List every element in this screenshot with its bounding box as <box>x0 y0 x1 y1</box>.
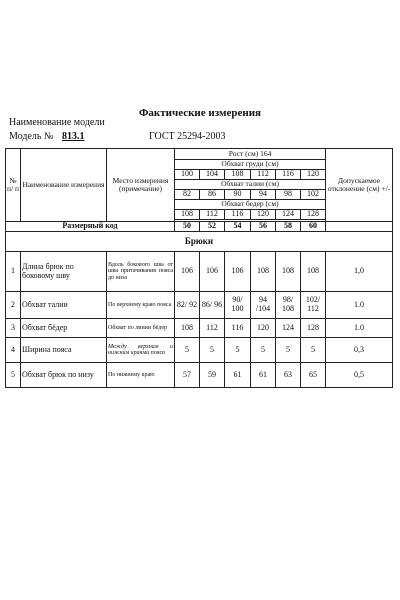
size-code: 54 <box>225 222 251 232</box>
row-tolerance: 0,3 <box>326 338 393 363</box>
row-value: 63 <box>276 363 301 388</box>
measurements-table <box>5 148 393 388</box>
waist-value: 94 <box>251 190 276 200</box>
section-title: Брюки <box>6 232 393 252</box>
table-row <box>6 363 393 388</box>
table-row <box>6 319 393 338</box>
chest-header: Обхват груди (см) <box>175 160 326 170</box>
row-place: Обхват по линии бёдер <box>107 319 175 338</box>
row-number: 2 <box>6 292 21 319</box>
row-place: Вдоль бокового шва от шва притачивания пояса до низа <box>107 252 175 292</box>
row-value: 65 <box>301 363 326 388</box>
row-value: 106 <box>200 252 225 292</box>
row-value: 5 <box>301 338 326 363</box>
row-value: 98/ 108 <box>276 292 301 319</box>
size-code: 50 <box>175 222 200 232</box>
row-value: 108 <box>175 319 200 338</box>
row-value: 5 <box>175 338 200 363</box>
table-row <box>6 252 393 292</box>
row-value: 112 <box>200 319 225 338</box>
row-number: 5 <box>6 363 21 388</box>
row-value: 90/ 100 <box>225 292 251 319</box>
table-row <box>6 292 393 319</box>
height-header: Рост (см) 164 <box>175 149 326 160</box>
col-tolerance-header: Допускаемое отклонение (см) +/- <box>326 149 393 222</box>
row-name: Длина брюк по боковому шву <box>21 252 107 292</box>
chest-value: 112 <box>251 170 276 180</box>
row-tolerance: 0,5 <box>326 363 393 388</box>
row-name: Ширина пояса <box>21 338 107 363</box>
row-value: 128 <box>301 319 326 338</box>
waist-value: 102 <box>301 190 326 200</box>
model-row <box>9 131 309 142</box>
waist-value: 90 <box>225 190 251 200</box>
row-tolerance: 1.0 <box>326 292 393 319</box>
hip-header: Обхват бедер (см) <box>175 200 326 210</box>
row-value: 106 <box>225 252 251 292</box>
row-value: 108 <box>276 252 301 292</box>
row-place: По верхнему краю пояса <box>107 292 175 319</box>
col-number-header: № п/ п <box>6 149 21 222</box>
row-value: 5 <box>200 338 225 363</box>
waist-value: 86 <box>200 190 225 200</box>
size-code-tolerance-empty <box>326 222 393 232</box>
row-value: 106 <box>175 252 200 292</box>
row-number: 4 <box>6 338 21 363</box>
row-value: 86/ 96 <box>200 292 225 319</box>
table-row <box>6 338 393 363</box>
row-number: 3 <box>6 319 21 338</box>
row-number: 1 <box>6 252 21 292</box>
size-code: 60 <box>301 222 326 232</box>
hip-value: 108 <box>175 210 200 220</box>
col-place-header: Место измерения (примечание) <box>107 149 175 222</box>
model-code: 813.1 <box>61 131 85 142</box>
gost-standard: ГОСТ 25294-2003 <box>149 131 226 142</box>
chest-value: 120 <box>301 170 326 180</box>
hip-value: 128 <box>301 210 326 220</box>
row-place: По нижнему краю <box>107 363 175 388</box>
col-name-header: Наименование измерения <box>21 149 107 222</box>
size-code: 58 <box>276 222 301 232</box>
waist-value: 82 <box>175 190 200 200</box>
row-value: 61 <box>225 363 251 388</box>
hip-value: 124 <box>276 210 301 220</box>
row-name: Обхват брюк по низу <box>21 363 107 388</box>
chest-value: 104 <box>200 170 225 180</box>
size-code: 56 <box>251 222 276 232</box>
row-value: 94 /104 <box>251 292 276 319</box>
waist-header: Обхват талии (см) <box>175 180 326 190</box>
hip-value: 120 <box>251 210 276 220</box>
row-tolerance: 1.0 <box>326 319 393 338</box>
row-name: Обхват талии <box>21 292 107 319</box>
row-value: 61 <box>251 363 276 388</box>
hip-value: 112 <box>200 210 225 220</box>
row-value: 124 <box>276 319 301 338</box>
chest-value: 108 <box>225 170 251 180</box>
row-value: 57 <box>175 363 200 388</box>
row-tolerance: 1,0 <box>326 252 393 292</box>
row-value: 116 <box>225 319 251 338</box>
size-code-label: Размерный код <box>6 222 175 232</box>
row-name: Обхват бёдер <box>21 319 107 338</box>
model-label: Модель № <box>9 131 54 142</box>
chest-value: 100 <box>175 170 200 180</box>
row-value: 5 <box>225 338 251 363</box>
row-value: 120 <box>251 319 276 338</box>
row-value: 82/ 92 <box>175 292 200 319</box>
chest-value: 116 <box>276 170 301 180</box>
row-value: 108 <box>301 252 326 292</box>
row-value: 59 <box>200 363 225 388</box>
model-name-label: Наименование модели <box>9 117 105 128</box>
size-code: 52 <box>200 222 225 232</box>
row-place: Между верхним и нижним краями пояса <box>107 338 175 363</box>
row-value: 5 <box>251 338 276 363</box>
page-title: Фактические измерения <box>138 107 262 119</box>
hip-value: 116 <box>225 210 251 220</box>
row-value: 102/ 112 <box>301 292 326 319</box>
row-value: 5 <box>276 338 301 363</box>
size-code-row <box>6 222 393 232</box>
waist-value: 98 <box>276 190 301 200</box>
row-value: 108 <box>251 252 276 292</box>
